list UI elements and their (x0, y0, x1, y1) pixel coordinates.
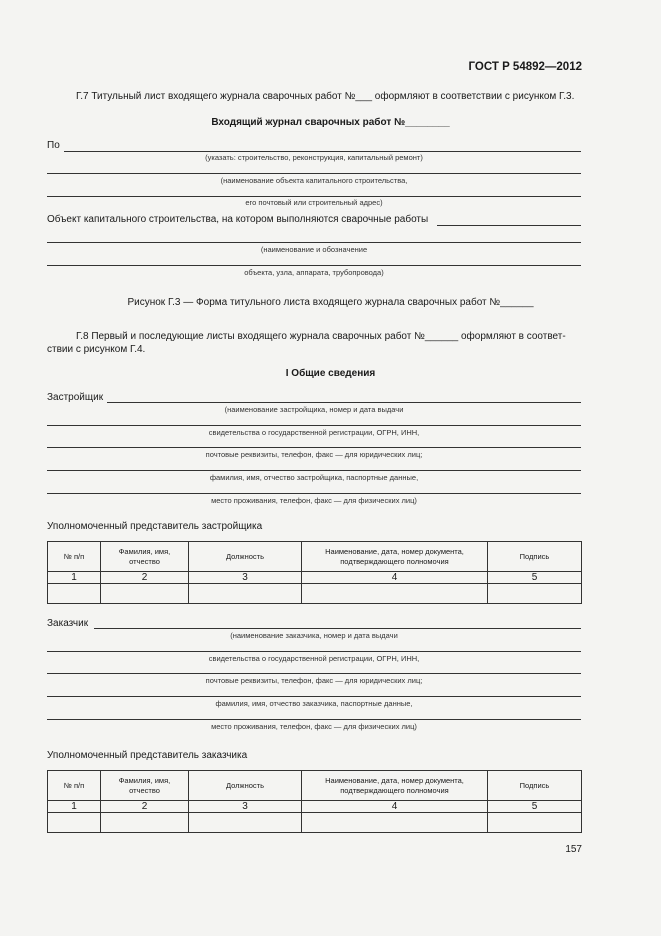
col-number: 5 (488, 572, 582, 584)
col-number: 5 (488, 801, 582, 813)
col-header-number: № п/п (48, 771, 101, 801)
empty-cell (101, 584, 189, 604)
standard-number: ГОСТ Р 54892—2012 (468, 61, 582, 73)
empty-cell (189, 813, 302, 833)
clause-g7: Г.7 Титульный лист входящего журнала сварочных работ №___ оформляют в соответствии с рисунком Г.3. (76, 91, 575, 102)
customer-rep-table (47, 770, 582, 833)
empty-cell (488, 813, 582, 833)
dev-line-4 (47, 470, 581, 471)
cust-line-5 (47, 719, 581, 720)
col-number: 4 (302, 801, 488, 813)
dev-caption-5: место проживания, телефон, факс — для физических лиц) (211, 496, 417, 505)
col-number: 2 (101, 572, 189, 584)
cust-line-3 (47, 673, 581, 674)
col-header-number: № п/п (48, 542, 101, 572)
dev-caption-3: почтовые реквизиты, телефон, факс — для юридических лиц; (205, 450, 423, 459)
figure-caption: Рисунок Г.3 — Форма титульного листа входящего журнала сварочных работ №______ (127, 297, 534, 308)
col-number: 4 (302, 572, 488, 584)
customer-line (94, 628, 581, 629)
dev-caption-4: фамилия, имя, отчество застройщика, паспортные данные, (209, 473, 419, 482)
po-line (64, 151, 581, 152)
dev-rep-label: Уполномоченный представитель застройщика (47, 521, 263, 532)
empty-cell (302, 584, 488, 604)
developer-rep-table (47, 541, 582, 604)
developer-line (107, 402, 581, 403)
clause-g8-line2: ствии с рисунком Г.4. (47, 344, 146, 355)
dev-line-3 (47, 447, 581, 448)
object-label: Объект капитального строительства, на котором выполняются сварочные работы (47, 214, 429, 225)
dev-caption-2: свидетельства о государственной регистрации, ОГРН, ИНН, (208, 428, 420, 437)
empty-cell (488, 584, 582, 604)
empty-cell (48, 584, 101, 604)
col-header-position: Должность (189, 771, 302, 801)
cust-caption-2: свидетельства о государственной регистрации, ОГРН, ИНН, (208, 654, 420, 663)
col-header-document: Наименование, дата, номер документа, подтверждающего полномочия (302, 542, 488, 572)
caption-object-address: его почтовый или строительный адрес) (245, 198, 383, 207)
cust-caption-1: (наименование заказчика, номер и дата выдачи (230, 631, 398, 640)
col-number: 2 (101, 801, 189, 813)
empty-cell (48, 813, 101, 833)
cust-line-4 (47, 696, 581, 697)
col-header-name: Фамилия, имя, отчество (101, 771, 189, 801)
cust-caption-5: место проживания, телефон, факс — для физических лиц) (211, 722, 417, 731)
customer-label: Заказчик (47, 618, 89, 629)
caption-work-type: (указать: строительство, реконструкция, капитальный ремонт) (205, 153, 423, 162)
object-line (437, 225, 581, 226)
clause-g8-line1: Г.8 Первый и последующие листы входящего журнала сварочных работ №______ оформляют в соответ- (76, 331, 566, 342)
cust-caption-3: почтовые реквизиты, телефон, факс — для юридических лиц; (205, 676, 423, 685)
col-header-signature: Подпись (488, 542, 582, 572)
caption-object-name: (наименование объекта капитального строительства, (220, 176, 408, 185)
dev-line-5 (47, 493, 581, 494)
col-number: 1 (48, 801, 101, 813)
col-number: 1 (48, 572, 101, 584)
page-number: 157 (565, 844, 582, 855)
object-designation-line (47, 242, 581, 243)
section-title: I Общие сведения (285, 368, 376, 379)
object-address-line (47, 196, 581, 197)
object-unit-line (47, 265, 581, 266)
dev-line-2 (47, 425, 581, 426)
po-label: По (47, 140, 60, 151)
col-header-document: Наименование, дата, номер документа, подтверждающего полномочия (302, 771, 488, 801)
developer-label: Застройщик (47, 392, 104, 403)
col-header-signature: Подпись (488, 771, 582, 801)
empty-cell (302, 813, 488, 833)
form-title: Входящий журнал сварочных работ №________ (211, 117, 450, 128)
col-number: 3 (189, 801, 302, 813)
object-name-line (47, 173, 581, 174)
cust-rep-label: Уполномоченный представитель заказчика (47, 750, 248, 761)
empty-cell (101, 813, 189, 833)
caption-unit: объекта, узла, аппарата, трубопровода) (244, 268, 384, 277)
dev-caption-1: (наименование застройщика, номер и дата выдачи (224, 405, 404, 414)
col-header-name: Фамилия, имя, отчество (101, 542, 189, 572)
empty-cell (189, 584, 302, 604)
caption-designation: (наименование и обозначение (260, 245, 368, 254)
col-number: 3 (189, 572, 302, 584)
col-header-position: Должность (189, 542, 302, 572)
cust-line-2 (47, 651, 581, 652)
cust-caption-4: фамилия, имя, отчество заказчика, паспортные данные, (215, 699, 413, 708)
